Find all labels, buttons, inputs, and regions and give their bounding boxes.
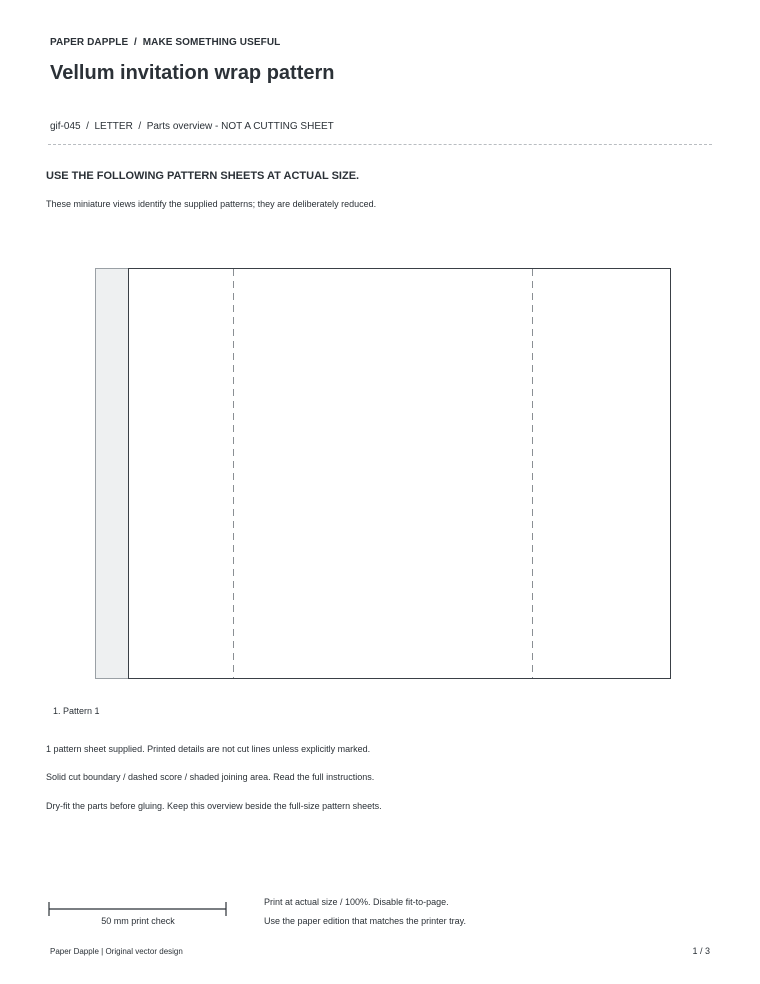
cut-outline bbox=[129, 269, 671, 679]
glue-tab bbox=[96, 269, 129, 679]
footer-credit: Paper Dapple | Original vector design bbox=[50, 947, 183, 956]
header-divider bbox=[48, 144, 712, 145]
brand-breadcrumb bbox=[50, 37, 280, 48]
brand-tagline: MAKE SOMETHING USEFUL bbox=[142, 37, 281, 48]
print-instruction: Print at actual size / 100%. Disable fit-to-page. bbox=[264, 897, 449, 907]
info-paragraph: 1 pattern sheet supplied. Printed details are not cut lines unless explicitly marked. bbox=[46, 744, 371, 754]
page-number: 1 / 3 bbox=[692, 946, 710, 956]
page-title: Vellum invitation wrap pattern bbox=[50, 62, 335, 84]
pattern-caption: 1. Pattern 1 bbox=[53, 706, 100, 716]
info-paragraph: Solid cut boundary / dashed score / shaded joining area. Read the full instructions. bbox=[46, 772, 375, 782]
info-paragraph: Dry-fit the parts before gluing. Keep this overview beside the full-size pattern sheets. bbox=[46, 801, 382, 811]
brand-separator: / bbox=[134, 37, 137, 48]
instruction-heading: USE THE FOLLOWING PATTERN SHEETS AT ACTUAL SIZE. bbox=[46, 170, 360, 182]
brand-name: PAPER DAPPLE bbox=[50, 37, 129, 48]
reduced-view-note: These miniature views identify the supplied patterns; they are deliberately reduced. bbox=[46, 199, 377, 209]
pattern-thumbnail bbox=[95, 268, 672, 681]
paper-instruction: Use the paper edition that matches the printer tray. bbox=[264, 916, 466, 926]
scale-label: 50 mm print check bbox=[101, 916, 175, 926]
document-meta: gif-045 / LETTER / Parts overview - NOT A CUTTING SHEET bbox=[50, 121, 334, 132]
